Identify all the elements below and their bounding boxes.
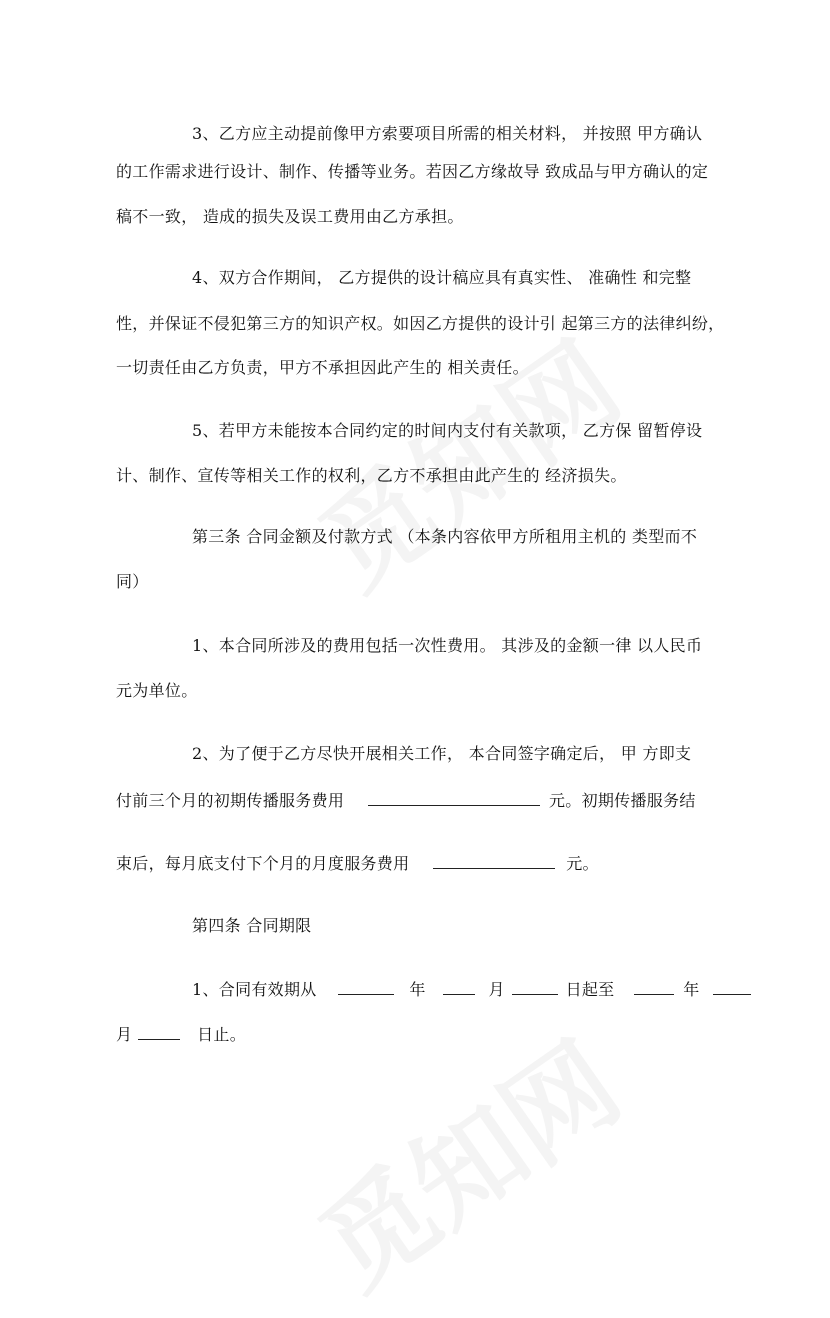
monthly-fee-blank[interactable] <box>433 852 555 869</box>
article-3-item-2-line-3-text-b: 元。 <box>566 854 599 873</box>
article-3-item-1-line-2: 元为单位。 <box>116 681 198 700</box>
term-text-end: 日止。 <box>197 1025 246 1044</box>
clause-5-line-2: 计、制作、宣传等相关工作的权利，乙方不承担由此产生的 经济损失。 <box>116 466 627 485</box>
start-day-blank[interactable] <box>512 978 558 995</box>
clause-3-line-2: 的工作需求进行设计、制作、传播等业务。若因乙方缘故导 致成品与甲方确认的定 <box>116 162 709 181</box>
article-4-heading: 第四条 合同期限 <box>192 916 312 935</box>
end-year-blank[interactable] <box>634 978 674 995</box>
term-text-month-1: 月 <box>488 980 505 999</box>
article-3-item-2-line-2-text-b: 元。初期传播服务结 <box>548 791 696 810</box>
article-3-item-2-line-2 <box>116 789 696 812</box>
article-3-item-2-line-1: 2、为了便于乙方尽快开展相关工作， 本合同签字确定后， 甲 方即支 <box>192 744 692 763</box>
start-month-blank[interactable] <box>443 978 475 995</box>
clause-4-line-1: 4、双方合作期间， 乙方提供的设计稿应具有真实性、 准确性 和完整 <box>192 268 692 287</box>
initial-fee-blank[interactable] <box>368 789 540 806</box>
term-text-day-to: 日起至 <box>565 980 615 999</box>
start-year-blank[interactable] <box>338 978 394 995</box>
article-3-heading-line-2: 同） <box>116 572 149 591</box>
clause-5-line-1: 5、若甲方未能按本合同约定的时间内支付有关款项， 乙方保 留暂停设 <box>192 421 703 440</box>
end-month-blank[interactable] <box>713 978 751 995</box>
term-text-month-2: 月 <box>116 1025 133 1044</box>
clause-3-line-1: 3、乙方应主动提前像甲方索要项目所需的相关材料， 并按照 甲方确认 <box>192 124 703 143</box>
clause-4-line-3: 一切责任由乙方负责，甲方不承担因此产生的 相关责任。 <box>116 358 529 377</box>
article-3-item-1-line-1: 1、本合同所涉及的费用包括一次性费用。 其涉及的金额一律 以人民币 <box>192 636 703 655</box>
clause-3-line-3: 稿不一致， 造成的损失及误工费用由乙方承担。 <box>116 207 464 226</box>
article-4-item-1-line-1 <box>192 978 751 1001</box>
article-3-item-2-line-3-text-a: 束后，每月底支付下个月的月度服务费用 <box>116 854 410 873</box>
article-3-heading-line-1: 第三条 合同金额及付款方式 （本条内容依甲方所租用主机的 类型而不 <box>192 527 698 546</box>
watermark-mid <box>285 300 646 619</box>
term-text-year-2: 年 <box>683 980 700 999</box>
term-text-from: 1、合同有效期从 <box>192 980 317 999</box>
article-3-item-2-line-2-text-a: 付前三个月的初期传播服务费用 <box>116 791 345 810</box>
article-3-item-2-line-3 <box>116 852 599 875</box>
article-4-item-1-line-2 <box>116 1023 246 1046</box>
end-day-blank[interactable] <box>138 1023 180 1040</box>
watermark-bottom <box>285 1000 646 1318</box>
clause-4-line-2: 性，并保证不侵犯第三方的知识产权。如因乙方提供的设计引 起第三方的法律纠纷， <box>116 314 725 333</box>
term-text-year-1: 年 <box>409 980 426 999</box>
